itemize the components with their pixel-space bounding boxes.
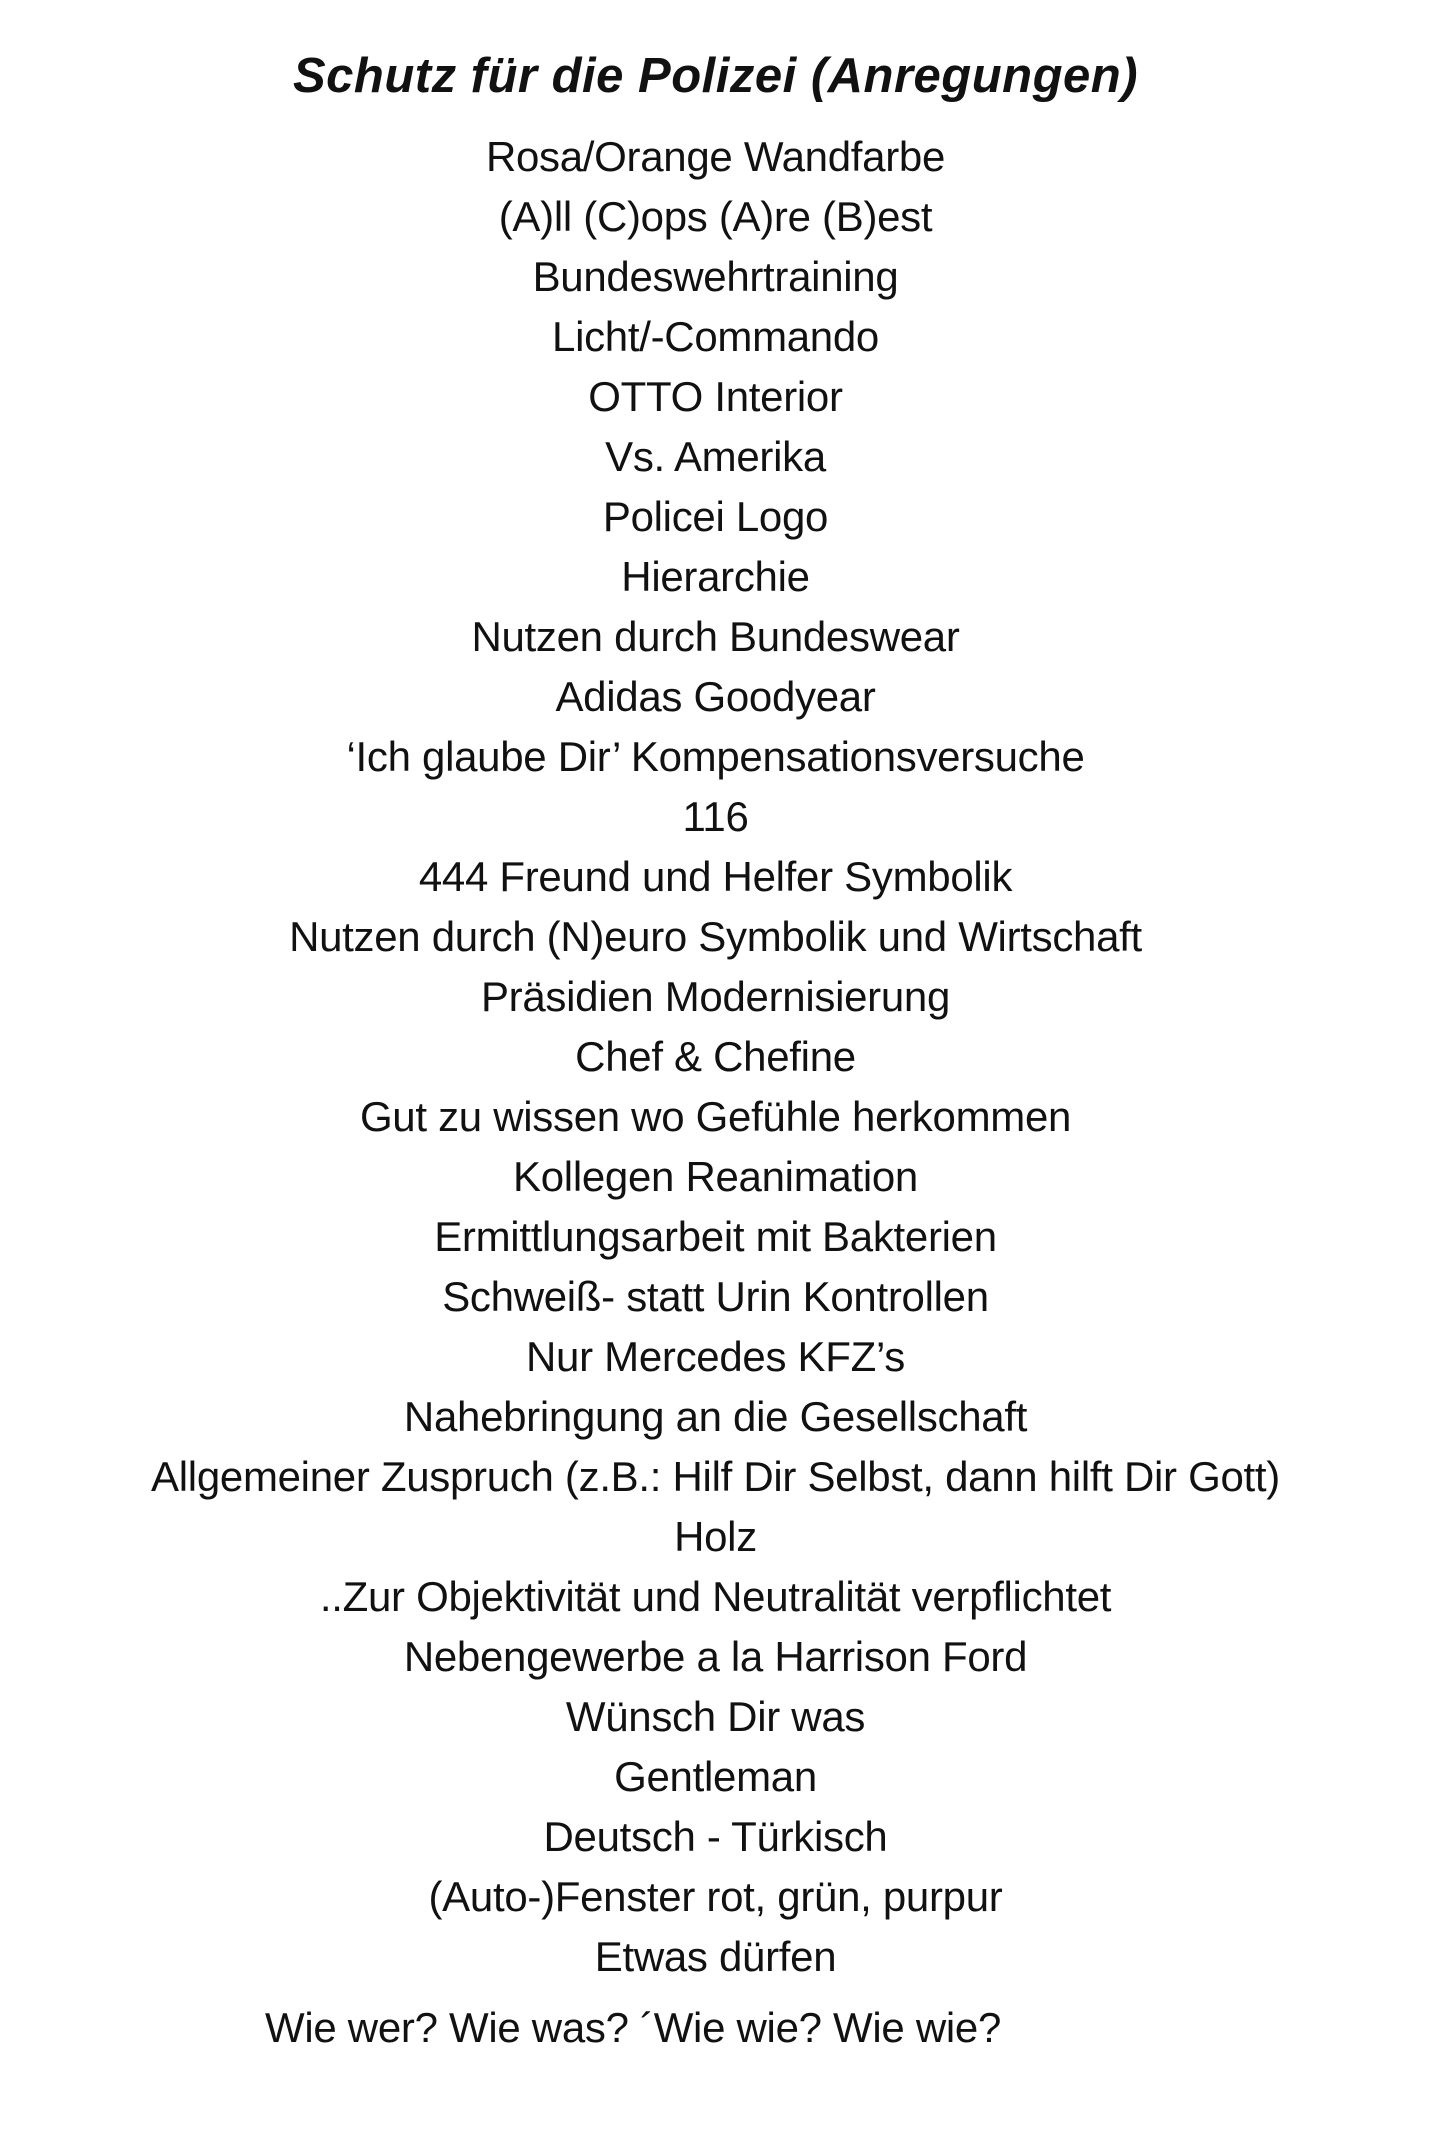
list-item: (Auto-)Fenster rot, grün, purpur: [428, 1873, 1003, 1920]
list-item: Schweiß- statt Urin Kontrollen: [442, 1273, 989, 1320]
list-item: OTTO Interior: [588, 373, 843, 420]
list-item: (A)ll (C)ops (A)re (B)est: [498, 193, 933, 240]
list-item: Hierarchie: [621, 553, 810, 600]
page-title: Schutz für die Polizei (Anregungen): [292, 49, 1139, 103]
list-item: Allgemeiner Zuspruch (z.B.: Hilf Dir Selbst, dann hilft Dir Gott): [151, 1453, 1280, 1500]
list-item: Nur Mercedes KFZ’s: [526, 1333, 905, 1380]
list-item: Adidas Goodyear: [555, 673, 876, 720]
list-item: 116: [682, 793, 749, 840]
list-item: Rosa/Orange Wandfarbe: [485, 133, 946, 180]
list-item: Nutzen durch Bundeswear: [471, 613, 960, 660]
list-item: Deutsch - Türkisch: [543, 1813, 888, 1860]
list-item: Präsidien Modernisierung: [480, 973, 951, 1020]
list-item: Vs. Amerika: [605, 433, 826, 480]
list-item: Policei Logo: [602, 493, 829, 540]
list-item: Gut zu wissen wo Gefühle herkommen: [359, 1093, 1072, 1140]
list-item: Gentleman: [614, 1753, 817, 1800]
list-item: Kollegen Reanimation: [513, 1153, 918, 1200]
list-item: Chef & Chefine: [575, 1033, 856, 1080]
list-item: Nutzen durch (N)euro Symbolik und Wirtschaft: [289, 913, 1142, 960]
closing-line: Wie wer? Wie was? ´Wie wie? Wie wie?: [265, 2004, 1002, 2051]
list-item: ..Zur Objektivität und Neutralität verpflichtet: [319, 1573, 1112, 1620]
list-item: Holz: [674, 1513, 757, 1560]
list-item: 444 Freund und Helfer Symbolik: [418, 853, 1013, 900]
list-item: Ermittlungsarbeit mit Bakterien: [434, 1213, 997, 1260]
list-item: Wünsch Dir was: [565, 1693, 866, 1740]
list-item: Nebengewerbe a la Harrison Ford: [403, 1633, 1028, 1680]
suggestion-list: [0, 127, 1431, 1987]
list-item: Etwas dürfen: [594, 1933, 837, 1980]
list-item: ‘Ich glaube Dir’ Kompensationsversuche: [346, 733, 1085, 780]
list-item: Bundeswehrtraining: [532, 253, 899, 300]
list-item: Nahebringung an die Gesellschaft: [403, 1393, 1028, 1440]
list-item: Licht/-Commando: [552, 313, 879, 360]
